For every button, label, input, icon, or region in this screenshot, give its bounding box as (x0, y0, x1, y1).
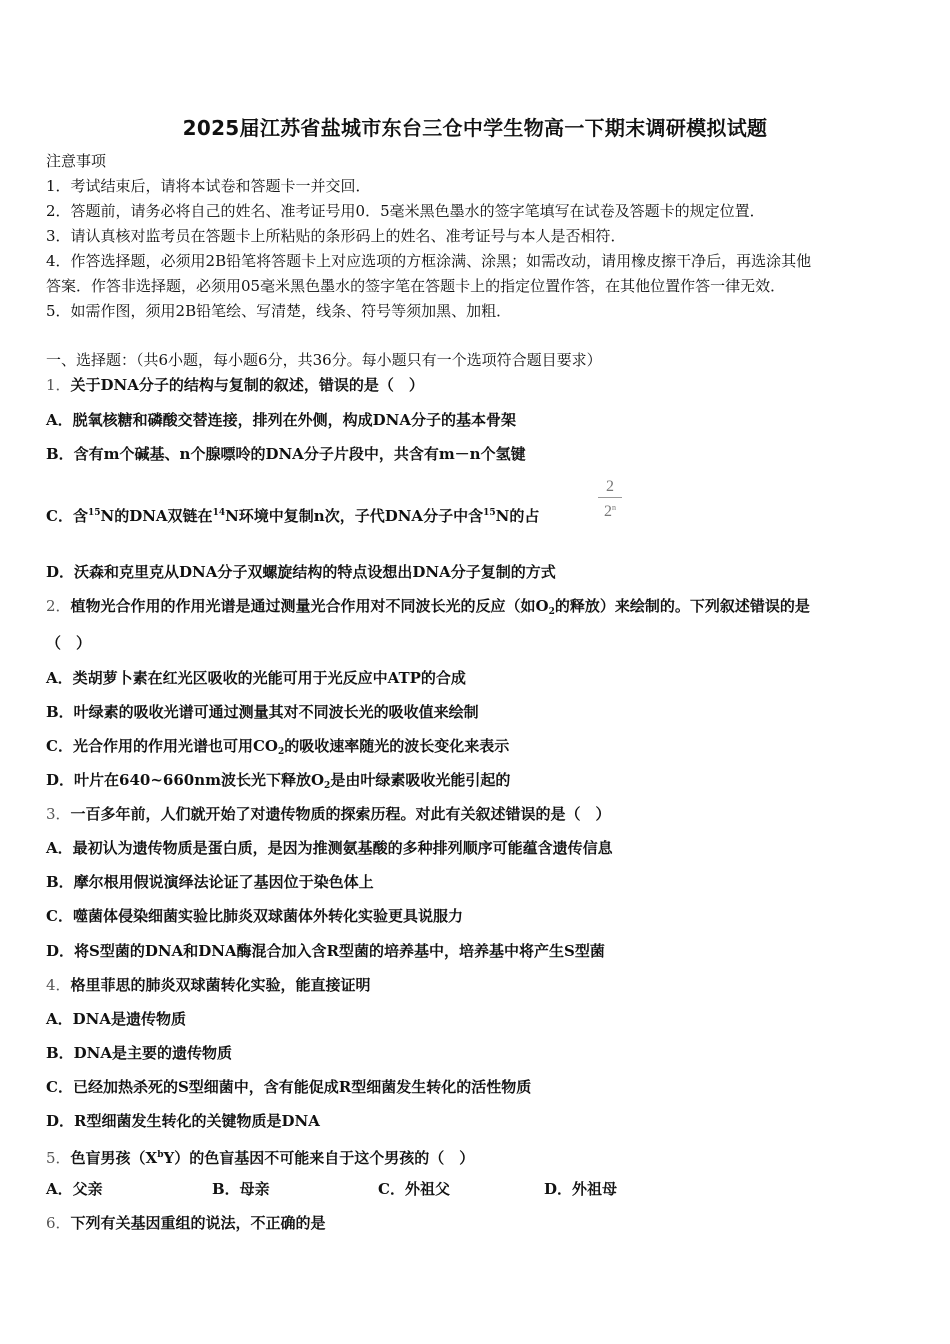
q2-option-b: B．叶绿素的吸收光谱可通过测量其对不同波长光的吸收值来绘制 (46, 703, 479, 721)
q5-option-a: A．父亲 (46, 1180, 103, 1198)
q4-option-b: B．DNA是主要的遗传物质 (46, 1044, 233, 1062)
question-text-1: 色盲男孩（X (70, 1149, 158, 1167)
q3-option-d: D．将S型菌的DNA和DNA酶混合加入含R型菌的培养基中，培养基中将产生S型菌 (46, 942, 605, 960)
q2-option-d-text-2: 是由叶绿素吸收光能引起的 (330, 771, 511, 789)
fraction-bar (598, 497, 622, 498)
notice-item-3: 3．请认真核对监考员在答题卡上所粘贴的条形码上的姓名、准考证号与本人是否相符． (46, 227, 626, 245)
question-number: 1． (46, 376, 71, 394)
fraction-denominator (598, 499, 622, 521)
question-text: 下列有关基因重组的说法，不正确的是 (70, 1214, 326, 1232)
q3-option-b: B．摩尔根用假说演绎法论证了基因位于染色体上 (46, 873, 374, 891)
fraction-exponent: n (612, 503, 616, 512)
q1-option-c-prefix: C．含 (46, 507, 88, 525)
question-2-stem (46, 596, 810, 622)
question-text: 一百多年前，人们就开始了对遗传物质的探索历程。对此有关叙述错误的是（ ） (70, 805, 611, 823)
question-number: 4． (46, 976, 71, 994)
question-number: 2． (46, 597, 71, 615)
page-title: 2025届江苏省盐城市东台三仓中学生物高一下期末调研模拟试题 (182, 116, 768, 140)
q4-option-c: C．已经加热杀死的S型细菌中，含有能促成R型细菌发生转化的活性物质 (46, 1078, 532, 1096)
question-2-stem-cont: （ ） (46, 634, 92, 652)
fraction-numerator: 2 (606, 478, 614, 495)
question-text-2: 的释放）来绘制的。下列叙述错误的是 (554, 597, 810, 615)
notice-item-1: 1．考试结束后，请将本试卷和答题卡一并交回． (46, 177, 371, 195)
question-text: 关于DNA分子的结构与复制的叙述，错误的是（ ） (70, 376, 424, 394)
notice-item-4-cont: 答案．作答非选择题，必须用05毫米黑色墨水的签字笔在答题卡上的指定位置作答，在其他位置作答一律无效． (46, 277, 786, 295)
q5-option-c: C．外祖父 (378, 1180, 450, 1198)
q2-option-d (46, 770, 510, 796)
question-number: 3． (46, 805, 71, 823)
q2-option-c-text-1: C．光合作用的作用光谱也可用CO (46, 737, 278, 755)
superscript-15: 15 (483, 508, 496, 518)
question-number: 6． (46, 1214, 71, 1232)
notice-item-4: 4．作答选择题，必须用2B铅笔将答题卡上对应选项的方框涂满、涂黑；如需改动，请用橡皮擦干净后，再选涂其他 (46, 252, 812, 270)
q2-option-a: A．类胡萝卜素在红光区吸收的光能可用于光反应中ATP的合成 (46, 669, 466, 687)
q4-option-a: A．DNA是遗传物质 (46, 1010, 186, 1028)
superscript-15: 15 (87, 508, 101, 518)
notice-heading: 注意事项 (46, 152, 107, 170)
q1-option-c (46, 503, 539, 526)
question-text-1: 植物光合作用的作用光谱是通过测量光合作用对不同波长光的反应（如O (70, 597, 549, 615)
fraction-2-over-2n (598, 478, 622, 521)
question-6-stem (46, 1213, 326, 1233)
question-4-stem (46, 975, 371, 995)
q1-option-b: B．含有m个碱基、n个腺嘌呤的DNA分子片段中，共含有m－n个氢键 (46, 445, 526, 463)
q3-option-c: C．噬菌体侵染细菌实验比肺炎双球菌体外转化实验更具说服力 (46, 907, 463, 925)
q1-option-c-text-2: N环境中复制n次，子代DNA分子中含 (225, 507, 484, 525)
fraction-denominator-base: 2 (604, 503, 612, 520)
question-text-2: Y）的色盲基因不可能来自于这个男孩的（ ） (163, 1149, 475, 1167)
q5-option-d: D．外祖母 (544, 1180, 618, 1198)
q1-option-c-text-3: N的占 (495, 507, 540, 525)
q4-option-d: D．R型细菌发生转化的关键物质是DNA (46, 1112, 320, 1130)
question-text: 格里菲思的肺炎双球菌转化实验，能直接证明 (70, 976, 371, 994)
superscript-b: b (157, 1150, 164, 1160)
q1-option-d: D．沃森和克里克从DNA分子双螺旋结构的特点设想出DNA分子复制的方式 (46, 563, 556, 581)
question-5-stem (46, 1145, 474, 1168)
subscript-2: 2 (277, 747, 285, 757)
q2-option-d-text-1: D．叶片在640~660nm波长光下释放O (46, 771, 325, 789)
q3-option-a: A．最初认为遗传物质是蛋白质，是因为推测氨基酸的多种排列顺序可能蕴含遗传信息 (46, 839, 613, 857)
q1-option-a: A．脱氧核糖和磷酸交替连接，排列在外侧，构成DNA分子的基本骨架 (46, 411, 516, 429)
superscript-14: 14 (212, 508, 226, 518)
notice-item-5: 5．如需作图，须用2B铅笔绘、写清楚，线条、符号等须加黑、加粗． (46, 302, 512, 320)
q2-option-c-text-2: 的吸收速率随光的波长变化来表示 (284, 737, 510, 755)
q5-options (46, 1179, 710, 1199)
notice-item-2: 2．答题前，请务必将自己的姓名、准考证号用0．5毫米黑色墨水的签字笔填写在试卷及答题卡的规定位置． (46, 202, 765, 220)
subscript-2: 2 (548, 607, 555, 617)
q5-option-b: B．母亲 (212, 1180, 270, 1198)
question-number: 5． (46, 1149, 71, 1167)
section-heading: 一、选择题：（共6小题，每小题6分，共36分。每小题只有一个选项符合题目要求） (46, 351, 602, 369)
subscript-2: 2 (324, 781, 331, 791)
q1-option-c-text-1: N的DNA双链在 (100, 507, 213, 525)
question-1-stem (46, 375, 424, 395)
q2-option-c (46, 736, 509, 762)
question-3-stem (46, 804, 611, 824)
